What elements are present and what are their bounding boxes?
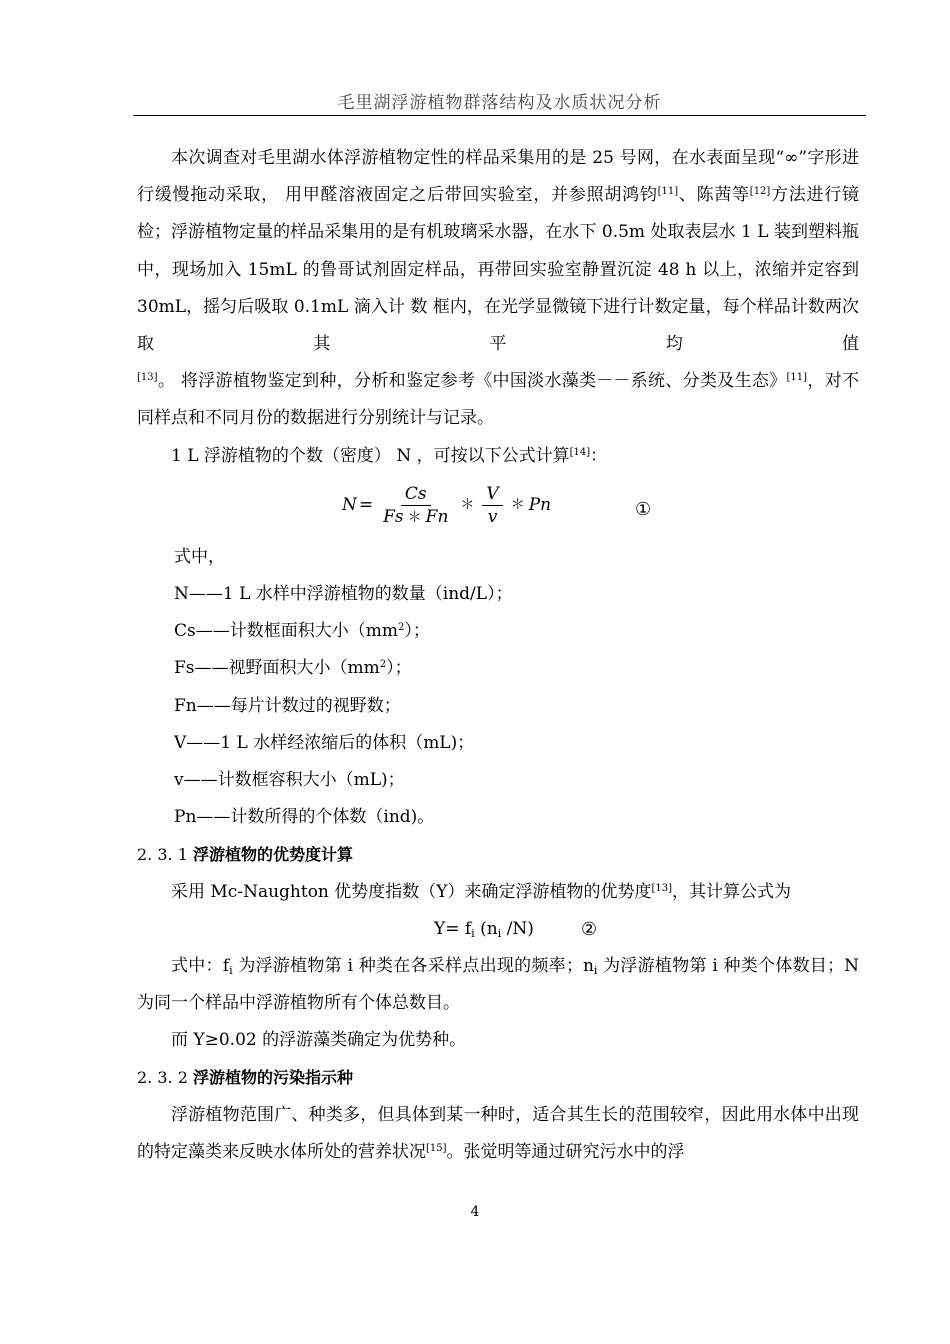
- equation-number: ②: [581, 918, 598, 940]
- numerator: Cs: [401, 483, 431, 506]
- definition-item: Fn——每片计数过的视野数；: [174, 695, 401, 716]
- density-intro: [137, 438, 859, 475]
- text-span: 1 L 浮游植物的个数（密度） N ，可按以下公式计算: [171, 445, 570, 466]
- numerator: V: [482, 483, 502, 506]
- text-span: 方法进行镜检；浮游植物定量的样品采集用的是有机玻璃采水器，在水下 0.5m 处取表层水 1 L 装到塑料瓶中，现场加入 15mL 的鲁哥试剂固定样品，再带回实验室静置沉淀 48 h 以上，浓缩并定容到 30mL，摇匀后吸取 0.1mL 滴入计 数 框内，在光学显微镜下进行计数定量，每个样品计数两次取其平均值: [137, 185, 860, 355]
- text-span: ：: [590, 445, 608, 466]
- citation: [15]: [426, 1142, 447, 1154]
- citation: [11]: [786, 372, 808, 384]
- dominance-formula: [137, 911, 859, 948]
- method-paragraph: [137, 140, 859, 438]
- formula-op: ＊: [407, 509, 422, 526]
- section-title: 浮游植物的污染指示种: [192, 1068, 353, 1088]
- subscript: i: [471, 926, 475, 940]
- text-span: /N): [501, 918, 534, 939]
- running-header: 毛里湖浮游植物群落结构及水质状况分析: [133, 92, 866, 116]
- page-number: 4: [470, 1204, 480, 1220]
- section-number: 2. 3. 2: [137, 1068, 188, 1088]
- superscript: 2: [397, 622, 405, 634]
- text-span: ）；: [386, 658, 412, 679]
- text-span: 为浮游植物第 i 种类在各采样点出现的频率；n: [232, 955, 594, 976]
- section-heading-2-3-1: [137, 836, 859, 873]
- definition-item: v——计数框容积大小（mL)；: [174, 770, 405, 791]
- text-span: (n: [474, 918, 498, 939]
- superscript: 2: [379, 659, 387, 671]
- text-span: Cs——计数框面积大小（mm: [174, 621, 398, 642]
- formula-expression: [434, 911, 534, 948]
- definition-item: [137, 613, 859, 650]
- text-span: 。 将浮游植物鉴定到种，分析和鉴定参考《中国淡水藻类－－系统、分类及生态》: [157, 371, 787, 392]
- formula-op: ＊: [510, 497, 525, 514]
- text-span: 本次调查对毛里湖水体浮游植物定性的样品采集用的是 25 号网，在水表面呈现“∞”字形进行缓慢拖动采取， 用甲醛溶液固定之后带回实验室，并参照胡鸿钧: [137, 148, 859, 206]
- dominance-threshold: 而 Y≥0.02 的浮游藻类确定为优势种。: [171, 1030, 467, 1051]
- definition-item: V——1 L 水样经浓缩后的体积（mL)；: [174, 732, 475, 753]
- citation: [13]: [137, 372, 158, 384]
- definition-item: Pn——计数所得的个体数（ind)。: [174, 807, 435, 828]
- where-label: 式中，: [174, 546, 225, 567]
- page-body: [137, 140, 859, 1171]
- density-formula: [137, 479, 859, 533]
- fraction-v: [482, 483, 502, 528]
- formula-var: Fn: [425, 506, 449, 527]
- denominator: v: [487, 507, 498, 528]
- dominance-explanation: [137, 948, 859, 1022]
- text-span: Fs——视野面积大小（mm: [174, 658, 380, 679]
- citation: [12]: [749, 186, 771, 198]
- citation: [13]: [651, 882, 673, 894]
- text-span: 采用 Mc-Naughton 优势度指数（Y）来确定浮游植物的优势度: [171, 881, 652, 902]
- formula-op: ＊: [460, 497, 475, 514]
- citation: [11]: [657, 186, 679, 198]
- section-heading-2-3-2: [137, 1059, 859, 1096]
- subscript: i: [497, 926, 502, 940]
- subscript: i: [229, 963, 233, 977]
- formula-var: N: [342, 495, 357, 516]
- equation-number: ①: [635, 498, 652, 520]
- text-span: ，其计算公式为: [672, 881, 792, 902]
- formula-eq: =: [358, 495, 374, 516]
- text-span: 。张觉明等通过研究污水中的浮: [446, 1141, 685, 1162]
- definition-item: N——1 L 水样中浮游植物的数量（ind/L）；: [174, 584, 513, 605]
- indicator-paragraph: [137, 1097, 859, 1171]
- formula-var: Fs: [383, 506, 404, 527]
- text-span: 浮游植物范围广、种类多，但具体到某一种时，适合其生长的范围较窄，因此用水体中出现的特定藻类来反映水体所处的营养状况: [137, 1104, 859, 1162]
- denominator: [379, 506, 452, 529]
- text-span: ）；: [404, 621, 430, 642]
- fraction-cs: [379, 483, 452, 529]
- dominance-intro: [137, 874, 859, 911]
- text-span: 为浮游植物第 i 种类个体数目；N 为同一个样品中浮游植物所有个体总数目。: [137, 955, 859, 1014]
- section-number: 2. 3. 1: [137, 845, 188, 865]
- text-span: 、陈茜等: [678, 185, 750, 206]
- section-title: 浮游植物的优势度计算: [192, 845, 353, 865]
- text-span: ，对不同样点和不同月份的数据进行分别统计与记录。: [137, 371, 860, 429]
- text-span: 式中：f: [171, 955, 230, 976]
- subscript: i: [593, 963, 598, 977]
- formula-var: Pn: [528, 495, 552, 516]
- definition-item: [137, 650, 859, 687]
- citation: [14]: [569, 446, 591, 458]
- text-span: Y= f: [434, 918, 472, 939]
